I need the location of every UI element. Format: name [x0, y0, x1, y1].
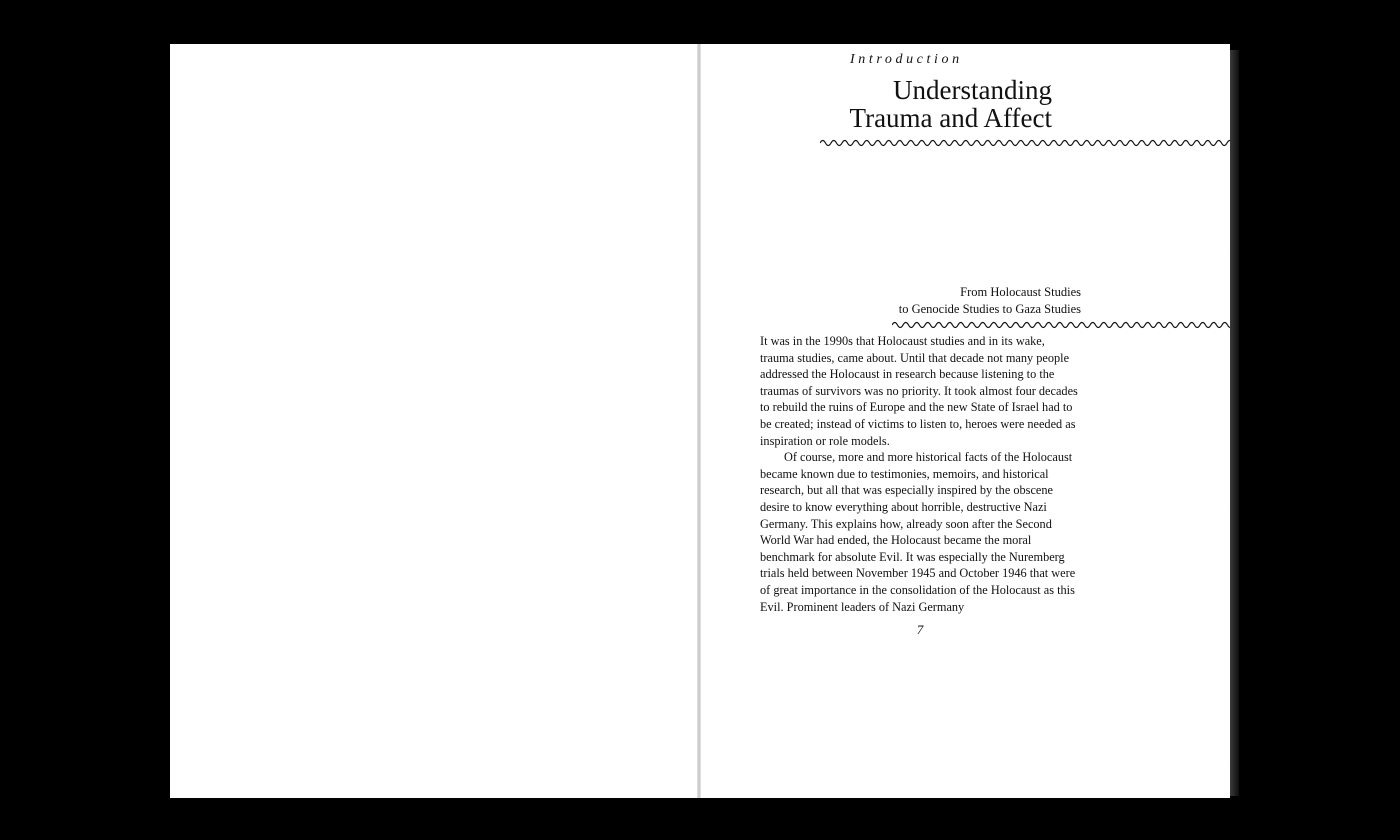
- left-page-blank: [170, 44, 698, 798]
- page-edge: [1230, 50, 1239, 796]
- wavy-rule-title: [820, 136, 1230, 150]
- chapter-title: [812, 76, 1052, 132]
- body-text: [760, 333, 1082, 615]
- section-heading-line1: From Holocaust Studies: [960, 285, 1081, 299]
- paragraph-2: Of course, more and more historical facts of the Holocaust became known due to testimonies, memoirs, and historical research, but all that was especially inspired by the obscene desire to know everything about horrible, destructive Nazi Germany. This explains how, already soon after the Second World War had ended, the Holocaust became the moral benchmark for absolute Evil. It was especially the Nuremberg trials held between November 1945 and October 1946 that were of great importance in the consolidation of the Holocaust as this Evil. Prominent leaders of Nazi Germany: [760, 450, 1076, 614]
- section-heading: [860, 284, 1081, 318]
- chapter-title-line1: Understanding: [893, 75, 1052, 105]
- chapter-title-line2: Trauma and Affect: [849, 103, 1052, 133]
- book-gutter: [697, 44, 701, 798]
- paragraph-1: It was in the 1990s that Holocaust studies and in its wake, trauma studies, came about. Until that decade not many people addressed the Holocaust in research because listening to the traumas of survivors was no priority. It took almost four decades to rebuild the ruins of Europe and the new State of Israel had to be created; instead of victims to listen to, heroes were needed as inspiration or role models.: [760, 334, 1078, 448]
- section-heading-line2: to Genocide Studies to Gaza Studies: [898, 302, 1081, 316]
- wavy-rule-section: [892, 318, 1230, 332]
- page-number: 7: [916, 622, 924, 637]
- chapter-eyebrow: Introduction: [850, 52, 963, 67]
